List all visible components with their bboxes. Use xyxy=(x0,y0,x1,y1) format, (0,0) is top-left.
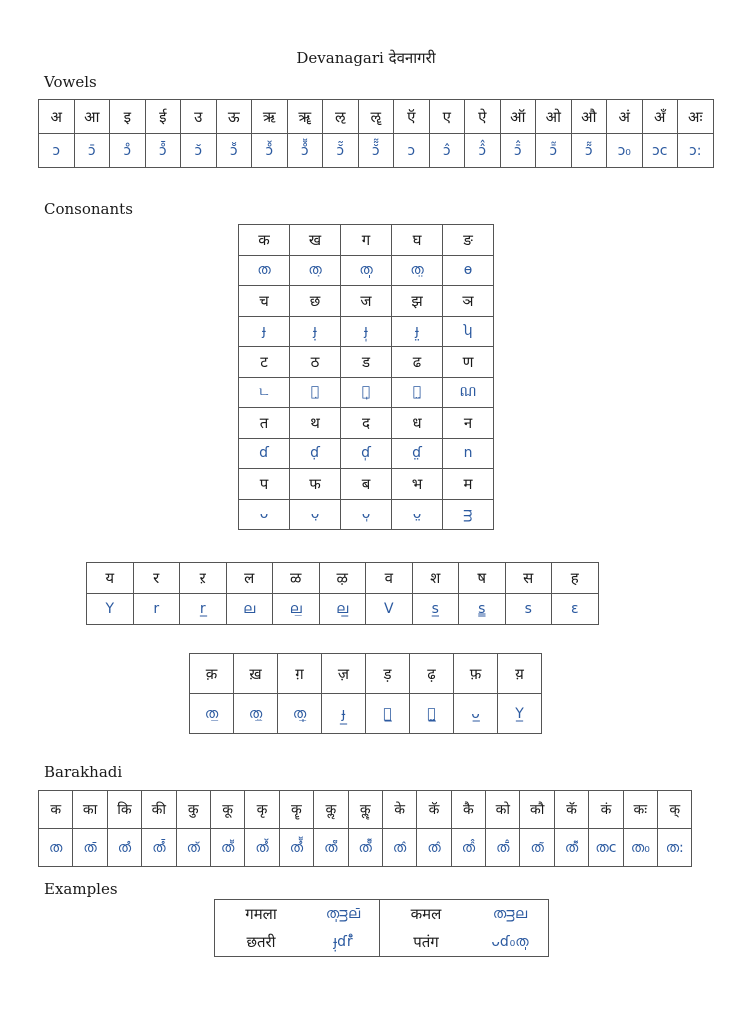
consonant-devanagari-row xyxy=(239,469,494,500)
consonant-cell: क xyxy=(239,225,290,256)
barakhadi-heading: Barakhadi xyxy=(44,763,123,781)
consonant-cell: च xyxy=(239,286,290,317)
consonant-script-cell: ത̩ xyxy=(341,255,392,286)
example-row xyxy=(215,900,549,929)
consonant-script-cell: ㄴ̤ xyxy=(392,377,443,408)
vowels-heading: Vowels xyxy=(44,73,97,91)
barakhadi-devanagari-row xyxy=(39,791,692,829)
barakhadi-cell: के xyxy=(382,791,416,829)
consonant-script-cell: ᴗ̤ xyxy=(392,499,443,530)
barakhadi-cell: कॄ xyxy=(279,791,313,829)
barakhadi-script-cell: ത꞉ xyxy=(658,829,692,867)
nukta-cell: ख़ xyxy=(234,654,278,694)
nukta-cell: ज़ xyxy=(322,654,366,694)
vowel-script-cell: ↄc xyxy=(642,134,678,168)
vowel-script-cell: ↄ̊̆̆ xyxy=(287,134,323,168)
semivowel-cell: ऴ xyxy=(319,563,366,594)
barakhadi-script-cell: ത̊̆ xyxy=(245,829,279,867)
consonant-script-cell: ʮ xyxy=(443,316,494,347)
barakhadi-table xyxy=(38,790,692,867)
semivowel-cell: ऱ xyxy=(180,563,227,594)
semivowel-script-cell: V xyxy=(366,594,413,625)
vowels-table xyxy=(38,99,714,168)
vowel-script-cell: ↄ̂̂ xyxy=(465,134,501,168)
nukta-cell: य़ xyxy=(498,654,542,694)
barakhadi-cell: की xyxy=(142,791,176,829)
consonant-script-cell: ո xyxy=(443,438,494,469)
consonant-script-row xyxy=(239,438,494,469)
semivowels-table xyxy=(86,562,599,625)
consonant-script-cell: ㄴ xyxy=(239,377,290,408)
semivowel-script-cell: ല xyxy=(226,594,273,625)
barakhadi-script-cell: ത̂ xyxy=(382,829,416,867)
vowel-script-cell: ↄ̊̄ xyxy=(145,134,181,168)
consonant-devanagari-row xyxy=(239,408,494,439)
consonant-script-cell: ᴗ̣ xyxy=(290,499,341,530)
semivowel-script-cell: ല̲ xyxy=(273,594,320,625)
consonant-cell: ठ xyxy=(290,347,341,378)
consonant-script-cell: ɟ̤ xyxy=(392,316,443,347)
consonant-script-cell: ᴗ̩ xyxy=(341,499,392,530)
semivowel-cell: व xyxy=(366,563,413,594)
vowel-cell: ऌ xyxy=(323,100,359,134)
consonant-cell: म xyxy=(443,469,494,500)
vowel-cell: ऍ xyxy=(394,100,430,134)
example-deva2: कमल xyxy=(380,900,473,929)
consonant-cell: भ xyxy=(392,469,443,500)
barakhadi-cell: कृ xyxy=(245,791,279,829)
vowel-cell: ऋ xyxy=(252,100,288,134)
consonant-script-cell: ɗ̩ xyxy=(341,438,392,469)
vowel-script-cell: ↄ₀ xyxy=(607,134,643,168)
vowel-script-cell: ↄ̆ xyxy=(181,134,217,168)
vowels-script-row xyxy=(39,134,714,168)
vowel-script-cell: ↄ̂ xyxy=(429,134,465,168)
barakhadi-script-cell: ത̆̆ xyxy=(210,829,244,867)
consonant-script-row xyxy=(239,377,494,408)
barakhadi-cell: का xyxy=(73,791,107,829)
vowel-cell: अ xyxy=(39,100,75,134)
semivowel-script-cell: Y xyxy=(87,594,134,625)
consonants-heading: Consonants xyxy=(44,200,133,218)
barakhadi-cell: कं xyxy=(589,791,623,829)
consonant-cell: ध xyxy=(392,408,443,439)
nukta-script-cell: ത̲ xyxy=(190,694,234,734)
vowel-script-cell: ↄ xyxy=(39,134,75,168)
barakhadi-cell: कै xyxy=(451,791,485,829)
barakhadi-script-cell: ത̆̃̃ xyxy=(348,829,382,867)
barakhadi-script-cell: ത̄ xyxy=(73,829,107,867)
example-deva1: छतरी xyxy=(215,928,308,957)
vowel-cell: ॠ xyxy=(287,100,323,134)
consonant-cell: ब xyxy=(341,469,392,500)
semivowel-cell: ळ xyxy=(273,563,320,594)
consonant-cell: द xyxy=(341,408,392,439)
consonant-script-cell: ㄴ̩ xyxy=(341,377,392,408)
consonant-devanagari-row xyxy=(239,286,494,317)
nukta-cell: फ़ xyxy=(454,654,498,694)
consonant-cell: ण xyxy=(443,347,494,378)
consonant-cell: ज xyxy=(341,286,392,317)
barakhadi-script-cell: ത̄̂ xyxy=(486,829,520,867)
nukta-cell: ड़ xyxy=(366,654,410,694)
nukta-cell: ढ़ xyxy=(410,654,454,694)
semivowel-cell: ह xyxy=(552,563,599,594)
example-deva2: पतंग xyxy=(380,928,473,957)
example-script1: ɟ̣ɗr̊̄ xyxy=(307,928,380,957)
nukta-script-cell: ㄴ̤̲ xyxy=(410,694,454,734)
barakhadi-cell: कॢ xyxy=(314,791,348,829)
consonant-devanagari-row xyxy=(239,347,494,378)
nukta-cell: ग़ xyxy=(278,654,322,694)
nukta-script-cell: ㄴ̲ xyxy=(366,694,410,734)
nukta-cell: क़ xyxy=(190,654,234,694)
barakhadi-cell: कु xyxy=(176,791,210,829)
barakhadi-cell: कू xyxy=(210,791,244,829)
examples-heading: Examples xyxy=(44,880,118,898)
barakhadi-script-cell: ത̊ xyxy=(107,829,141,867)
semivowels-devanagari-row xyxy=(87,563,599,594)
barakhadi-cell: कौ xyxy=(520,791,554,829)
consonant-cell: झ xyxy=(392,286,443,317)
consonant-script-row xyxy=(239,316,494,347)
consonant-cell: ङ xyxy=(443,225,494,256)
semivowel-cell: य xyxy=(87,563,134,594)
consonant-cell: ड xyxy=(341,347,392,378)
vowel-script-cell: ↄ̄ xyxy=(74,134,110,168)
example-deva1: गमला xyxy=(215,900,308,929)
barakhadi-script-cell: ത₀ xyxy=(623,829,657,867)
barakhadi-cell: को xyxy=(486,791,520,829)
semivowel-cell: श xyxy=(412,563,459,594)
consonant-cell: ख xyxy=(290,225,341,256)
semivowel-script-cell: r xyxy=(133,594,180,625)
vowel-cell: अः xyxy=(678,100,714,134)
vowels-devanagari-row xyxy=(39,100,714,134)
consonant-script-cell: ɗ xyxy=(239,438,290,469)
examples-table xyxy=(214,899,549,957)
barakhadi-script-cell: ത̂̂ xyxy=(451,829,485,867)
example-script2: തᴟല xyxy=(472,900,549,929)
semivowel-script-cell: s xyxy=(505,594,552,625)
barakhadi-script-cell: ത xyxy=(39,829,73,867)
semivowel-script-cell: ല̳ xyxy=(319,594,366,625)
semivowel-script-cell: s̳ xyxy=(459,594,506,625)
nukta-script-cell: ᴗ̲ xyxy=(454,694,498,734)
vowel-cell: अँ xyxy=(642,100,678,134)
consonant-cell: घ xyxy=(392,225,443,256)
vowel-script-cell: ↄ̄̂ xyxy=(500,134,536,168)
vowel-cell: ए xyxy=(429,100,465,134)
semivowel-script-cell: ɛ xyxy=(552,594,599,625)
consonant-cell: त xyxy=(239,408,290,439)
nukta-script-cell: ത̤̲ xyxy=(234,694,278,734)
nukta-devanagari-row xyxy=(190,654,542,694)
semivowel-script-cell: r̲ xyxy=(180,594,227,625)
consonant-cell: ग xyxy=(341,225,392,256)
vowel-cell: ई xyxy=(145,100,181,134)
barakhadi-script-cell: ത̆̃ xyxy=(314,829,348,867)
vowel-script-cell: ↄ̊ xyxy=(110,134,146,168)
consonant-cell: प xyxy=(239,469,290,500)
consonant-cell: ट xyxy=(239,347,290,378)
vowel-script-cell: ↄ xyxy=(394,134,430,168)
consonant-script-cell: ᴟ xyxy=(443,499,494,530)
consonant-script-cell: ᴗ xyxy=(239,499,290,530)
vowel-script-cell: ↄ̊̆ xyxy=(252,134,288,168)
vowel-cell: आ xyxy=(74,100,110,134)
consonant-script-cell: ɟ̣ xyxy=(290,316,341,347)
barakhadi-cell: कॅ xyxy=(554,791,588,829)
consonant-script-cell: ത̣ xyxy=(290,255,341,286)
nukta-script-cell: Y̲ xyxy=(498,694,542,734)
consonant-script-cell: ɟ̩ xyxy=(341,316,392,347)
vowel-cell: इ xyxy=(110,100,146,134)
consonant-devanagari-row xyxy=(239,225,494,256)
vowel-script-cell: ↄ̃̃ xyxy=(571,134,607,168)
consonant-script-cell: ɗ̤ xyxy=(392,438,443,469)
barakhadi-script-cell: ത̃ xyxy=(520,829,554,867)
barakhadi-cell: क् xyxy=(658,791,692,829)
nukta-table xyxy=(189,653,542,734)
consonant-script-cell: ത̤ xyxy=(392,255,443,286)
semivowel-cell: स xyxy=(505,563,552,594)
vowel-cell: ऊ xyxy=(216,100,252,134)
barakhadi-script-cell: ത̃̃ xyxy=(554,829,588,867)
nukta-script-cell: ത̩̲ xyxy=(278,694,322,734)
consonants-table xyxy=(238,224,494,530)
semivowel-cell: ष xyxy=(459,563,506,594)
barakhadi-script-cell: ത̊̆̆ xyxy=(279,829,313,867)
consonant-script-cell: ɵ xyxy=(443,255,494,286)
page-title: Devanagari देवनागरी xyxy=(296,49,436,67)
semivowel-script-cell: s̲ xyxy=(412,594,459,625)
vowel-cell: अं xyxy=(607,100,643,134)
barakhadi-cell: कॅ xyxy=(417,791,451,829)
vowel-cell: ऑ xyxy=(500,100,536,134)
consonant-cell: छ xyxy=(290,286,341,317)
consonant-script-cell: ɗ̣ xyxy=(290,438,341,469)
consonant-script-cell: ㄴ̣ xyxy=(290,377,341,408)
consonant-cell: फ xyxy=(290,469,341,500)
barakhadi-script-cell: ത̆ xyxy=(176,829,210,867)
consonant-script-row xyxy=(239,499,494,530)
consonant-script-cell: ത xyxy=(239,255,290,286)
consonant-cell: न xyxy=(443,408,494,439)
nukta-script-cell: ɟ̲ xyxy=(322,694,366,734)
semivowel-cell: र xyxy=(133,563,180,594)
barakhadi-script-cell: തc xyxy=(589,829,623,867)
example-script1: ത̩ᴟല̄ xyxy=(307,900,380,929)
barakhadi-cell: कः xyxy=(623,791,657,829)
vowel-cell: ऐ xyxy=(465,100,501,134)
consonant-script-cell: ɟ xyxy=(239,316,290,347)
semivowel-cell: ल xyxy=(226,563,273,594)
barakhadi-script-cell: ത̂ xyxy=(417,829,451,867)
barakhadi-script-cell: ത̊̄ xyxy=(142,829,176,867)
vowel-script-cell: ↄ꞉ xyxy=(678,134,714,168)
vowel-script-cell: ↄ̆̃ xyxy=(323,134,359,168)
barakhadi-cell: कॣ xyxy=(348,791,382,829)
consonant-script-row xyxy=(239,255,494,286)
barakhadi-cell: कि xyxy=(107,791,141,829)
consonant-script-cell: ណ xyxy=(443,377,494,408)
consonant-cell: ढ xyxy=(392,347,443,378)
consonant-cell: थ xyxy=(290,408,341,439)
vowel-cell: ओ xyxy=(536,100,572,134)
vowel-script-cell: ↄ̄̃ xyxy=(536,134,572,168)
barakhadi-cell: क xyxy=(39,791,73,829)
example-script2: ᴗɗ₀ത̩ xyxy=(472,928,549,957)
semivowels-script-row xyxy=(87,594,599,625)
nukta-script-row xyxy=(190,694,542,734)
vowel-cell: ॡ xyxy=(358,100,394,134)
barakhadi-script-row xyxy=(39,829,692,867)
vowel-cell: उ xyxy=(181,100,217,134)
example-row xyxy=(215,928,549,957)
consonant-cell: ञ xyxy=(443,286,494,317)
vowel-script-cell: ↄ̆̃̃ xyxy=(358,134,394,168)
vowel-cell: औ xyxy=(571,100,607,134)
vowel-script-cell: ↄ̆̆ xyxy=(216,134,252,168)
